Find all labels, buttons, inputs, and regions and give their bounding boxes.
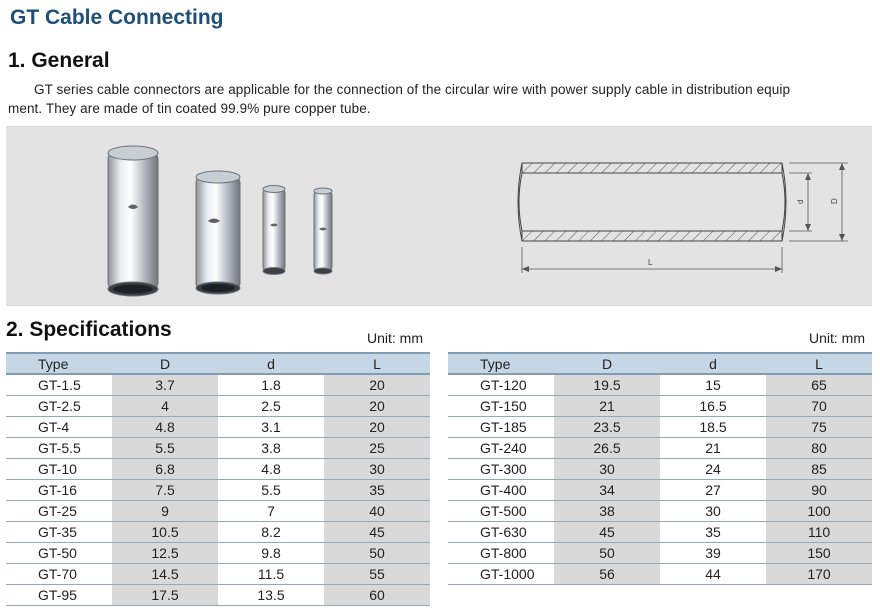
cell-outer-diameter: 14.5	[112, 564, 218, 585]
cell-outer-diameter: 21	[554, 396, 660, 417]
cell-type: GT-4	[6, 417, 112, 438]
cell-outer-diameter: 30	[554, 459, 660, 480]
table-row	[6, 417, 430, 438]
cell-length: 40	[324, 501, 430, 522]
cell-type: GT-150	[448, 396, 554, 417]
table-row	[448, 459, 872, 480]
cell-outer-diameter: 7.5	[112, 480, 218, 501]
unit-label-right: Unit: mm	[809, 330, 865, 346]
cell-length: 65	[766, 374, 872, 396]
dimension-arrows	[522, 163, 845, 272]
cell-length: 90	[766, 480, 872, 501]
page-title: GT Cable Connecting	[10, 6, 224, 29]
cell-outer-diameter: 34	[554, 480, 660, 501]
cell-inner-diameter: 9.8	[218, 543, 324, 564]
cell-type: GT-185	[448, 417, 554, 438]
cell-length: 35	[324, 480, 430, 501]
cell-type: GT-16	[6, 480, 112, 501]
table-row	[6, 438, 430, 459]
header-outer-diameter: D	[112, 353, 218, 374]
outer-diameter-label: D	[830, 198, 839, 204]
spec-table-left	[6, 352, 430, 606]
cell-type: GT-500	[448, 501, 554, 522]
specifications-heading: 2. Specifications	[6, 318, 172, 341]
cell-inner-diameter: 5.5	[218, 480, 324, 501]
table-row	[6, 585, 430, 606]
table-row	[6, 543, 430, 564]
table-row	[448, 396, 872, 417]
cell-inner-diameter: 15	[660, 374, 766, 396]
cell-type: GT-35	[6, 522, 112, 543]
header-type: Type	[6, 353, 112, 374]
cell-type: GT-300	[448, 459, 554, 480]
table-row	[448, 438, 872, 459]
connector-tube-large-1	[108, 146, 158, 296]
cell-type: GT-25	[6, 501, 112, 522]
cell-outer-diameter: 12.5	[112, 543, 218, 564]
cell-length: 20	[324, 417, 430, 438]
table-row	[448, 374, 872, 396]
table-row	[448, 522, 872, 543]
connector-technical-drawing	[506, 155, 856, 283]
cell-inner-diameter: 7	[218, 501, 324, 522]
cell-inner-diameter: 2.5	[218, 396, 324, 417]
spec-table-header	[6, 353, 430, 374]
cell-length: 110	[766, 522, 872, 543]
cell-type: GT-5.5	[6, 438, 112, 459]
table-row	[448, 417, 872, 438]
cell-type: GT-400	[448, 480, 554, 501]
cell-inner-diameter: 4.8	[218, 459, 324, 480]
general-description	[8, 80, 872, 118]
tube-section	[518, 163, 786, 241]
cell-type: GT-1.5	[6, 374, 112, 396]
cell-outer-diameter: 4	[112, 396, 218, 417]
cell-outer-diameter: 56	[554, 564, 660, 585]
table-row	[6, 501, 430, 522]
cell-inner-diameter: 3.1	[218, 417, 324, 438]
cell-inner-diameter: 44	[660, 564, 766, 585]
table-row	[6, 480, 430, 501]
cell-outer-diameter: 45	[554, 522, 660, 543]
description-line-1: GT series cable connectors are applicable for the connection of the circular wire with power supply cable in distribution equip	[34, 82, 791, 97]
cell-inner-diameter: 13.5	[218, 585, 324, 606]
connectors-photo	[98, 135, 358, 300]
table-row	[448, 501, 872, 522]
cell-inner-diameter: 21	[660, 438, 766, 459]
header-outer-diameter: D	[554, 353, 660, 374]
cell-outer-diameter: 6.8	[112, 459, 218, 480]
cell-outer-diameter: 9	[112, 501, 218, 522]
header-inner-diameter: d	[218, 353, 324, 374]
cell-length: 30	[324, 459, 430, 480]
inner-diameter-label: d	[796, 199, 805, 204]
cell-outer-diameter: 4.8	[112, 417, 218, 438]
figure-band	[6, 126, 872, 306]
cell-type: GT-800	[448, 543, 554, 564]
cell-outer-diameter: 19.5	[554, 374, 660, 396]
cell-inner-diameter: 3.8	[218, 438, 324, 459]
cell-inner-diameter: 27	[660, 480, 766, 501]
cell-type: GT-240	[448, 438, 554, 459]
cell-inner-diameter: 11.5	[218, 564, 324, 585]
description-line-2: ment. They are made of tin coated 99.9% pure copper tube.	[8, 101, 371, 116]
dimension-lines	[522, 163, 848, 273]
header-length: L	[766, 353, 872, 374]
table-row	[6, 396, 430, 417]
cell-type: GT-10	[6, 459, 112, 480]
header-inner-diameter: d	[660, 353, 766, 374]
cell-length: 170	[766, 564, 872, 585]
table-row	[448, 543, 872, 564]
table-row	[6, 522, 430, 543]
cell-inner-diameter: 18.5	[660, 417, 766, 438]
cell-inner-diameter: 24	[660, 459, 766, 480]
general-heading: 1. General	[8, 49, 110, 72]
cell-outer-diameter: 10.5	[112, 522, 218, 543]
table-row	[6, 374, 430, 396]
spec-table-right	[448, 352, 872, 585]
cell-length: 55	[324, 564, 430, 585]
cell-length: 20	[324, 374, 430, 396]
cell-inner-diameter: 8.2	[218, 522, 324, 543]
cell-type: GT-630	[448, 522, 554, 543]
cell-outer-diameter: 5.5	[112, 438, 218, 459]
cell-type: GT-95	[6, 585, 112, 606]
cell-type: GT-1000	[448, 564, 554, 585]
table-row	[448, 480, 872, 501]
table-row	[6, 564, 430, 585]
cell-outer-diameter: 38	[554, 501, 660, 522]
cell-outer-diameter: 23.5	[554, 417, 660, 438]
table-row	[448, 564, 872, 585]
header-length: L	[324, 353, 430, 374]
spec-table-header	[448, 353, 872, 374]
cell-outer-diameter: 17.5	[112, 585, 218, 606]
cell-length: 80	[766, 438, 872, 459]
cell-length: 45	[324, 522, 430, 543]
cell-outer-diameter: 26.5	[554, 438, 660, 459]
cell-length: 25	[324, 438, 430, 459]
cell-length: 75	[766, 417, 872, 438]
connector-tube-small-2	[314, 188, 332, 274]
cell-inner-diameter: 35	[660, 522, 766, 543]
cell-type: GT-70	[6, 564, 112, 585]
cell-length: 60	[324, 585, 430, 606]
cell-type: GT-50	[6, 543, 112, 564]
cell-inner-diameter: 1.8	[218, 374, 324, 396]
cell-length: 20	[324, 396, 430, 417]
cell-type: GT-2.5	[6, 396, 112, 417]
connector-tube-small-1	[263, 186, 285, 275]
cell-inner-diameter: 16.5	[660, 396, 766, 417]
cell-outer-diameter: 3.7	[112, 374, 218, 396]
cell-outer-diameter: 50	[554, 543, 660, 564]
header-type: Type	[448, 353, 554, 374]
cell-length: 100	[766, 501, 872, 522]
cell-length: 85	[766, 459, 872, 480]
unit-label-left: Unit: mm	[367, 330, 423, 346]
cell-length: 50	[324, 543, 430, 564]
cell-inner-diameter: 30	[660, 501, 766, 522]
cell-type: GT-120	[448, 374, 554, 396]
table-row	[6, 459, 430, 480]
cell-length: 70	[766, 396, 872, 417]
cell-length: 150	[766, 543, 872, 564]
cell-inner-diameter: 39	[660, 543, 766, 564]
connector-tube-large-2	[196, 171, 240, 294]
length-label: L	[648, 258, 653, 267]
